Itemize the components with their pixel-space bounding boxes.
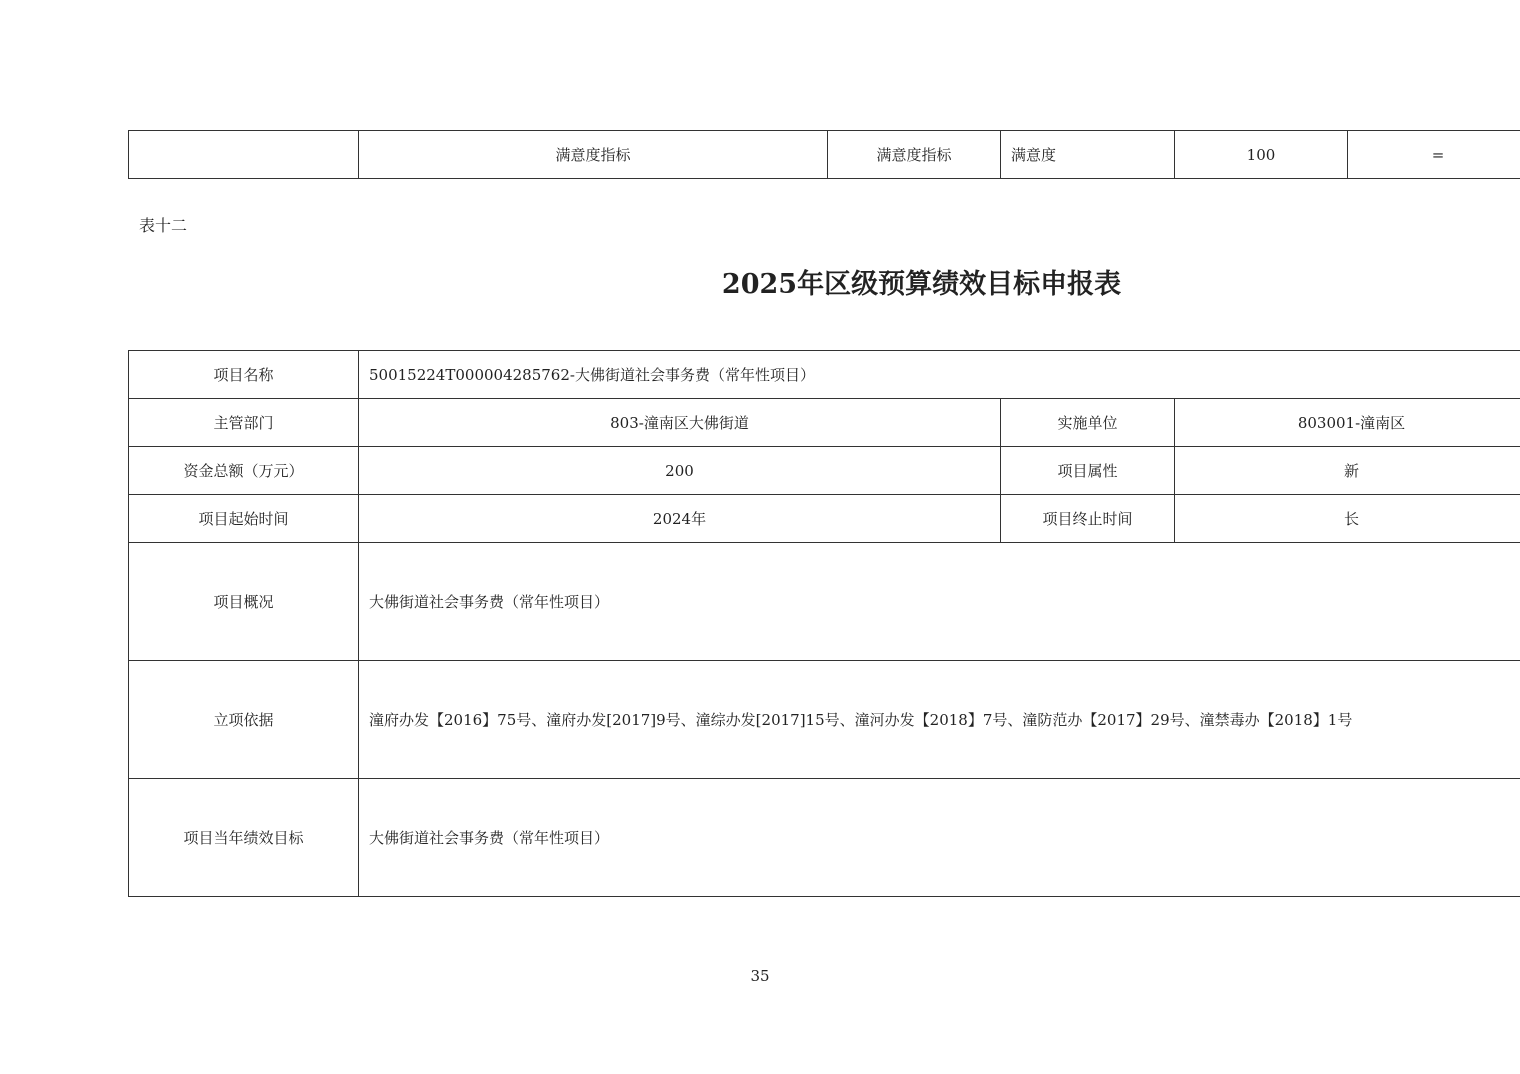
basis-label: 立项依据 xyxy=(129,661,359,779)
attribute-value: 新 xyxy=(1175,447,1520,495)
implementer-label: 实施单位 xyxy=(1001,399,1175,447)
table-row xyxy=(129,351,1520,399)
page-number: 35 xyxy=(750,967,770,985)
table-row xyxy=(129,131,1520,179)
table-row xyxy=(129,495,1520,543)
implementer-value: 803001-潼南区 xyxy=(1175,399,1520,447)
start-time-value: 2024年 xyxy=(359,495,1001,543)
department-value: 803-潼南区大佛街道 xyxy=(359,399,1001,447)
budget-form-table xyxy=(128,350,1520,897)
table-cell: 满意度 xyxy=(1001,131,1175,179)
table-row xyxy=(129,447,1520,495)
table-cell: 满意度指标 xyxy=(359,131,828,179)
project-name-label: 项目名称 xyxy=(129,351,359,399)
table-number: 表十二 xyxy=(139,216,188,235)
fund-total-label: 资金总额（万元） xyxy=(129,447,359,495)
overview-label: 项目概况 xyxy=(129,543,359,661)
end-time-value: 长 xyxy=(1175,495,1520,543)
table-cell xyxy=(129,131,359,179)
basis-value: 潼府办发【2016】75号、潼府办发[2017]9号、潼综办发[2017]15号、潼河办发【2018】7号、潼防范办【2017】29号、潼禁毒办【2018】1号 xyxy=(359,661,1520,779)
table-cell: = xyxy=(1348,131,1520,179)
goal-label: 项目当年绩效目标 xyxy=(129,779,359,897)
end-time-label: 项目终止时间 xyxy=(1001,495,1175,543)
attribute-label: 项目属性 xyxy=(1001,447,1175,495)
table-row xyxy=(129,779,1520,897)
project-name-value: 50015224T000004285762-大佛街道社会事务费（常年性项目） xyxy=(359,351,1520,399)
table-row xyxy=(129,543,1520,661)
fund-total-value: 200 xyxy=(359,447,1001,495)
goal-value: 大佛街道社会事务费（常年性项目） xyxy=(359,779,1520,897)
overview-value: 大佛街道社会事务费（常年性项目） xyxy=(359,543,1520,661)
table-cell: 满意度指标 xyxy=(828,131,1001,179)
previous-table-fragment xyxy=(128,130,1520,179)
table-cell: 100 xyxy=(1175,131,1348,179)
table-row xyxy=(129,399,1520,447)
department-label: 主管部门 xyxy=(129,399,359,447)
table-row xyxy=(129,661,1520,779)
start-time-label: 项目起始时间 xyxy=(129,495,359,543)
page-title: 2025年区级预算绩效目标申报表 xyxy=(721,269,1122,300)
